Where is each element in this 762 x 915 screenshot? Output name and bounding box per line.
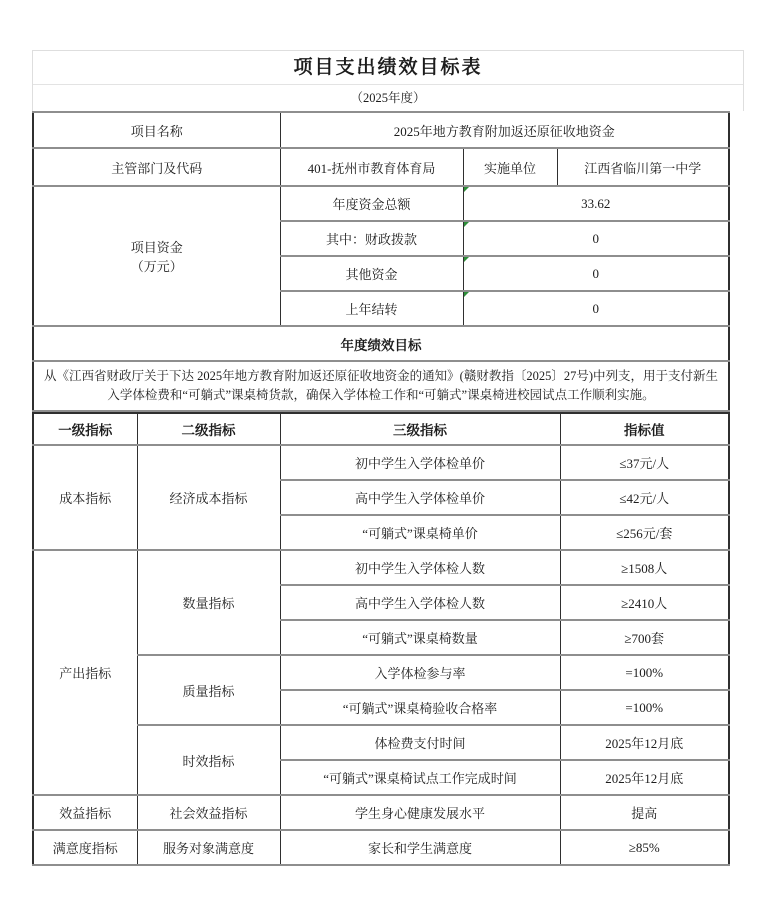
- funds-other-label: 其他资金: [280, 256, 463, 291]
- indicator-value: 2025年12月底: [560, 725, 729, 760]
- funds-fiscal-amount: 0: [592, 230, 600, 246]
- level3-label: 体检费支付时间: [280, 725, 560, 760]
- level3-label: 高中学生入学体检单价: [280, 480, 560, 515]
- project-name-value: 2025年地方教育附加返还原征收地资金: [280, 112, 729, 148]
- level1-satisfaction: 满意度指标: [33, 830, 137, 865]
- excel-flag-icon: [464, 292, 469, 297]
- indicator-value: =100%: [560, 690, 729, 725]
- level2-timeliness: 时效指标: [137, 725, 280, 795]
- funds-label-line2: （万元）: [130, 259, 183, 274]
- funds-carryover-value: [463, 291, 729, 326]
- funds-total-label: 年度资金总额: [280, 186, 463, 221]
- indicator-header-row: [33, 413, 729, 445]
- level3-label: “可躺式”课桌椅单价: [280, 515, 560, 550]
- level3-label: “可躺式”课桌椅数量: [280, 620, 560, 655]
- title-block: [32, 50, 744, 111]
- indicator-row: [33, 655, 729, 690]
- funds-total-amount: 33.62: [581, 195, 611, 211]
- implementing-unit-value: 江西省临川第一中学: [557, 148, 729, 186]
- funds-group-label: [33, 186, 280, 326]
- indicator-table: [32, 412, 730, 866]
- funds-label-line1: 项目资金: [130, 240, 183, 255]
- level1-output: 产出指标: [33, 550, 137, 795]
- level3-label: 入学体检参与率: [280, 655, 560, 690]
- implementing-unit-label: 实施单位: [463, 148, 557, 186]
- header-level3: 三级指标: [280, 413, 560, 445]
- level3-label: 学生身心健康发展水平: [280, 795, 560, 830]
- level3-label: 家长和学生满意度: [280, 830, 560, 865]
- header-level2: 二级指标: [137, 413, 280, 445]
- level2-service: 服务对象满意度: [137, 830, 280, 865]
- annual-goal-header: 年度绩效目标: [33, 326, 729, 361]
- funds-fiscal-label: 其中：财政拨款: [280, 221, 463, 256]
- funds-other-value: [463, 256, 729, 291]
- level3-label: “可躺式”课桌椅试点工作完成时间: [280, 760, 560, 795]
- indicator-row: [33, 795, 729, 830]
- level1-benefit: 效益指标: [33, 795, 137, 830]
- department-label: 主管部门及代码: [33, 148, 280, 186]
- page-subtitle: （2025年度）: [350, 91, 426, 105]
- department-row: [33, 148, 729, 186]
- header-value: 指标值: [560, 413, 729, 445]
- indicator-row: [33, 445, 729, 480]
- indicator-row: [33, 830, 729, 865]
- header-level1: 一级指标: [33, 413, 137, 445]
- level3-label: 高中学生入学体检人数: [280, 585, 560, 620]
- level2-quantity: 数量指标: [137, 550, 280, 655]
- indicator-value: ≤42元/人: [560, 480, 729, 515]
- project-info-table: [32, 111, 730, 412]
- department-value: 401-抚州市教育体育局: [280, 148, 463, 186]
- level3-label: “可躺式”课桌椅验收合格率: [280, 690, 560, 725]
- annual-goal-text-row: [33, 361, 729, 411]
- indicator-value: 提高: [560, 795, 729, 830]
- level3-label: 初中学生入学体检单价: [280, 445, 560, 480]
- indicator-value: ≤256元/套: [560, 515, 729, 550]
- annual-goal-text: 从《江西省财政厅关于下达 2025年地方教育附加返还原征收地资金的通知》(赣财教指〔2025〕27号)中列支，用于支付新生入学体检费和“可躺式”课桌椅货款，确保入学体检工作和“可躺式”课桌椅进校园试点工作顺利实施。: [33, 361, 729, 411]
- level2-economic: 经济成本指标: [137, 445, 280, 550]
- indicator-row: [33, 725, 729, 760]
- funds-carryover-label: 上年结转: [280, 291, 463, 326]
- funds-fiscal-value: [463, 221, 729, 256]
- level2-social: 社会效益指标: [137, 795, 280, 830]
- excel-flag-icon: [464, 222, 469, 227]
- level3-label: 初中学生入学体检人数: [280, 550, 560, 585]
- indicator-value: =100%: [560, 655, 729, 690]
- indicator-value: ≥700套: [560, 620, 729, 655]
- indicator-value: ≥1508人: [560, 550, 729, 585]
- indicator-row: [33, 550, 729, 585]
- excel-flag-icon: [464, 257, 469, 262]
- indicator-value: ≥2410人: [560, 585, 729, 620]
- project-name-label: 项目名称: [33, 112, 280, 148]
- funds-row-total: [33, 186, 729, 221]
- level1-cost: 成本指标: [33, 445, 137, 550]
- indicator-value: ≤37元/人: [560, 445, 729, 480]
- project-name-row: [33, 112, 729, 148]
- funds-other-amount: 0: [592, 265, 600, 281]
- funds-total-value: [463, 186, 729, 221]
- funds-carryover-amount: 0: [592, 300, 600, 316]
- excel-flag-icon: [464, 187, 469, 192]
- annual-goal-header-row: [33, 326, 729, 361]
- page-title: 项目支出绩效目标表: [33, 51, 743, 85]
- level2-quality: 质量指标: [137, 655, 280, 725]
- performance-target-sheet: [32, 50, 744, 866]
- indicator-value: ≥85%: [560, 830, 729, 865]
- indicator-value: 2025年12月底: [560, 760, 729, 795]
